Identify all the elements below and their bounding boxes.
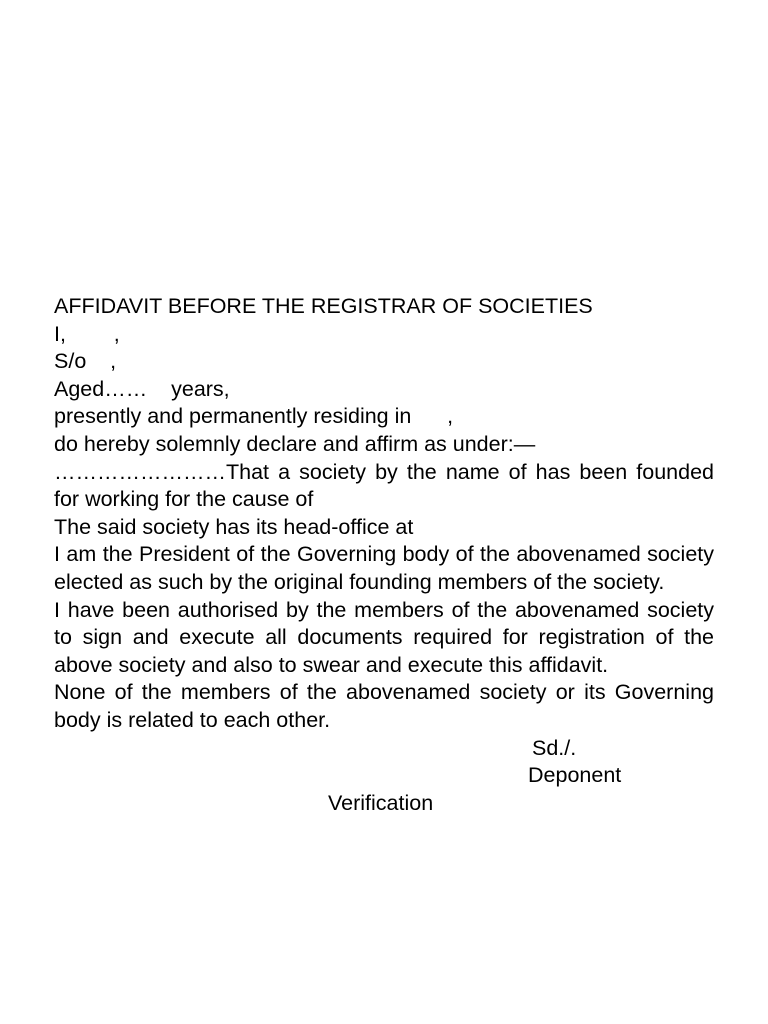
signature-line: Sd./. <box>532 735 577 760</box>
affidavit-title: AFFIDAVIT BEFORE THE REGISTRAR OF SOCIETIES <box>54 294 593 318</box>
affidavit-body <box>54 293 714 817</box>
verification-heading: Verification <box>328 790 434 815</box>
declaration-line: do hereby solemnly declare and affirm as under:— <box>54 431 536 456</box>
son-of-line: S/o , <box>54 349 117 374</box>
head-office-line: The said society has its head-office at <box>54 514 414 539</box>
authorisation-paragraph: I have been authorised by the members of the abovenamed society to sign and execute all documents required for registration of the above society and also to swear and execute this affidavit. <box>54 597 714 677</box>
president-paragraph: I am the President of the Governing body of the abovenamed society elected as such by the original founding members of the society. <box>54 542 714 594</box>
society-name-paragraph: ……………………That a society by the name of has been founded for working for the cause of <box>54 459 714 512</box>
age-line: Aged…… years, <box>54 376 230 401</box>
deponent-label: Deponent <box>528 763 622 788</box>
members-relation-paragraph: None of the members of the abovenamed society or its Governing body is related to each other. <box>54 680 714 732</box>
deponent-name-line: I, , <box>54 321 120 346</box>
residence-line: presently and permanently residing in , <box>54 404 454 429</box>
